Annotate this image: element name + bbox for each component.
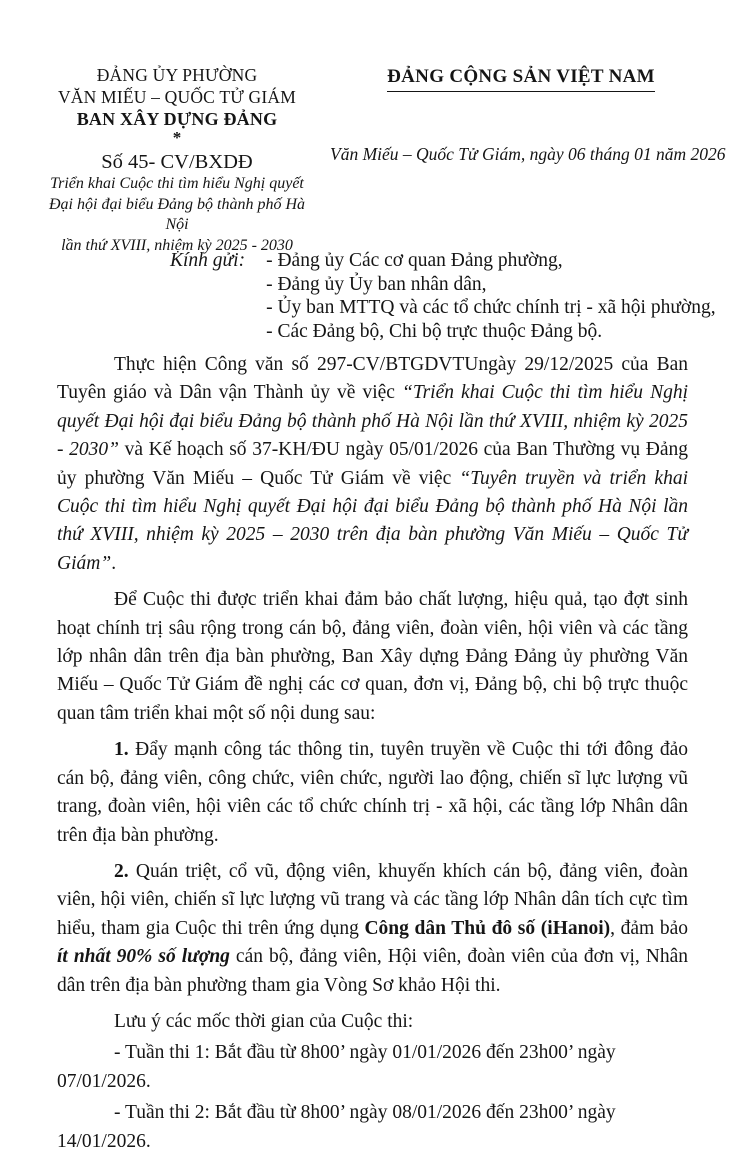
recipient-item: - Đảng ủy Các cơ quan Đảng phường, xyxy=(266,250,563,271)
recipients-list xyxy=(266,249,716,343)
item-1-number: 1. xyxy=(114,739,129,761)
timeline-week-2: - Tuần thi 2: Bắt đầu từ 8h00’ ngày 08/01/2026 đến 23h00’ ngày 14/01/2026. xyxy=(57,1102,616,1152)
paragraph-purpose: Để Cuộc thi được triển khai đảm bảo chất lượng, hiệu quả, tạo đợt sinh hoạt chính trị sâu rộng trong cán bộ, đảng viên, đoàn viên, hội viên và các tầng lớp nhân dân trên địa bàn phường, Ban Xây dựng Đảng Đảng ủy phường Văn Miếu – Quốc Tử Giám đề nghị các cơ quan, đơn vị, Đảng bộ, chi bộ trực thuộc quan tâm triển khai một số nội dung sau: xyxy=(57,589,688,724)
app-name-ihanoi: Công dân Thủ đô số (iHanoi) xyxy=(364,917,611,939)
recipients-label: Kính gửi: xyxy=(170,250,246,271)
paragraph-basis-text: và Kế hoạch số 37-KH/ĐU ngày 05/01/2026 của Ban Thường vụ Đảng ủy phường Văn Miếu – Quốc Tử Giám về việc xyxy=(57,439,689,489)
quota-emphasis: ít nhất 90% số lượng xyxy=(57,946,230,968)
item-2-text: , đảm bảo xyxy=(610,917,688,939)
party-motto: ĐẢNG CỘNG SẢN VIỆT NAM xyxy=(387,66,655,92)
recipient-item: - Các Đảng bộ, Chi bộ trực thuộc Đảng bộ. xyxy=(266,320,603,342)
item-2-number: 2. xyxy=(114,860,129,882)
document-subject-line-1: Triển khai Cuộc thi tìm hiểu Nghị quyết xyxy=(50,175,304,192)
org-line-1: ĐẢNG ỦY PHƯỜNG xyxy=(96,65,258,85)
item-2-text: Quán triệt, cổ vũ, động viên, khuyến khích cán bộ, đảng viên, đoàn viên, hội viên, chiến sĩ lực lượng vũ trang và các tầng lớp Nhân dân tích cực tìm hiểu, tham gia Cuộc thi trên ứng dụng xyxy=(57,860,688,939)
document-number: Số 45- CV/BXDĐ xyxy=(101,151,253,173)
issuing-org-block xyxy=(36,64,318,256)
national-header-block xyxy=(330,66,726,165)
star-separator: * xyxy=(172,128,182,147)
quoted-contest-title-2: “Tuyên truyền và triển khai Cuộc thi tìm hiểu Nghị quyết Đại hội đại biểu Đảng bộ thành phố Hà Nội lần thứ XVIII, nhiệm kỳ 2025 – 2030 trên địa bàn phường Văn Miếu – Quốc Tử Giám” xyxy=(57,467,688,574)
quoted-contest-title-1: “Triển khai Cuộc thi tìm hiểu Nghị quyết Đại hội đại biểu Đảng bộ thành phố Hà Nội lần thứ XVIII, nhiệm kỳ 2025 - 2030” xyxy=(57,382,688,461)
item-2-text: cán bộ, đảng viên, Hội viên, đoàn viên của đơn vị, Nhân dân trên địa bàn phường tham gia Vòng Sơ khảo Hội thi. xyxy=(57,946,688,996)
document-body xyxy=(57,351,688,1159)
timeline-week-1: - Tuần thi 1: Bắt đầu từ 8h00’ ngày 01/01/2026 đến 23h00’ ngày 07/01/2026. xyxy=(57,1042,616,1092)
paragraph-item-2 xyxy=(57,858,688,1000)
paragraph-basis-text: . xyxy=(111,552,117,574)
org-line-2: VĂN MIẾU – QUỐC TỬ GIÁM xyxy=(57,87,297,107)
paragraph-basis-text: Thực hiện Công văn số 297-CV/BTGDVTUngày 29/12/2025 của Ban Tuyên giáo và Dân vận Thành ủy về việc xyxy=(57,354,688,404)
document-subject-line-3: lần thứ XVIII, nhiệm kỳ 2025 - 2030 xyxy=(61,236,293,254)
recipient-item: - Ủy ban MTTQ và các tổ chức chính trị - xã hội phường, xyxy=(266,297,716,318)
document-subject-line-2: Đại hội đại biểu Đảng bộ thành phố Hà Nội xyxy=(49,195,305,233)
recipient-item: - Đảng ủy Ủy ban nhân dân, xyxy=(266,273,487,295)
paragraph-item-1 xyxy=(57,736,688,850)
place-date-line: Văn Miếu – Quốc Tử Giám, ngày 06 tháng 01 năm 2026 xyxy=(330,144,726,164)
recipients-block xyxy=(170,249,716,343)
item-1-text: Đẩy mạnh công tác thông tin, tuyên truyền về Cuộc thi tới đông đảo cán bộ, đảng viên, công chức, viên chức, người lao động, chiến sĩ lực lượng vũ trang, đoàn viên, hội viên các tổ chức chính trị - xã hội, các tầng lớp Nhân dân trên địa bàn phường. xyxy=(57,739,688,846)
paragraph-basis xyxy=(57,351,688,578)
org-line-3: BAN XÂY DỰNG ĐẢNG xyxy=(76,109,278,129)
timeline-note: Lưu ý các mốc thời gian của Cuộc thi: xyxy=(114,1010,414,1032)
